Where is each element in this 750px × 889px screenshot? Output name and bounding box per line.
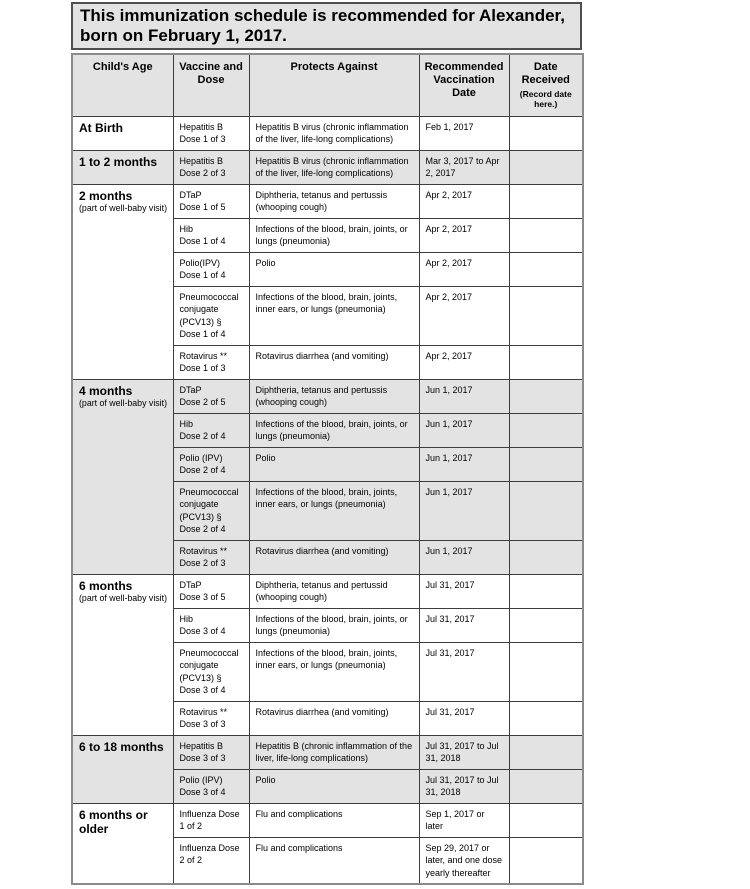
recommended-date-cell: Jul 31, 2017 [419,642,509,701]
schedule-row [72,379,583,413]
age-label: 2 months [79,188,133,203]
vaccine-dose: Dose 2 of 3 [179,168,226,178]
vaccine-name: Rotavirus ** [179,706,228,717]
protects-against-cell: Infections of the blood, brain, joints, or lungs (pneumonia) [249,218,419,252]
protects-against-cell: Polio [249,769,419,803]
protects-against-cell: Polio [249,447,419,481]
date-received-cell[interactable] [509,218,583,252]
schedule-row [72,184,583,218]
schedule-row [72,803,583,837]
vaccine-dose: Dose 1 of 4 [179,236,226,246]
age-note: (part of well-baby visit) [79,397,167,408]
vaccine-name: Pneumococcal conjugate (PCV13) § [179,486,239,522]
date-received-cell[interactable] [509,379,583,413]
vaccine-name: DTaP [179,384,202,395]
vaccine-dose: Dose 1 of 4 [179,329,226,339]
protects-against-cell: Diphtheria, tetanus and pertussid (whooping cough) [249,574,419,608]
protects-against-cell: Hepatitis B virus (chronic inflammation of the liver, life-long complications) [249,150,419,184]
protects-against-cell: Infections of the blood, brain, joints, or lungs (pneumonia) [249,608,419,642]
age-cell [72,184,173,379]
vaccine-name: Hib [179,223,194,234]
schedule-row [72,574,583,608]
recommended-date-cell: Apr 2, 2017 [419,184,509,218]
vaccine-name: DTaP [179,189,202,200]
protects-against-cell: Flu and complications [249,803,419,837]
age-label: 1 to 2 months [79,154,158,169]
vaccine-dose-cell [173,116,249,150]
vaccine-dose-cell [173,837,249,884]
vaccine-name: Influenza Dose 1 of 2 [179,808,240,831]
recommended-date-cell: Apr 2, 2017 [419,345,509,379]
vaccine-dose: Dose 3 of 3 [179,753,226,763]
date-received-cell[interactable] [509,286,583,345]
col-header-protects-against: Protects Against [249,54,419,116]
date-received-cell[interactable] [509,481,583,540]
vaccine-dose-cell [173,481,249,540]
date-received-cell[interactable] [509,540,583,574]
vaccine-dose-cell [173,735,249,769]
recommended-date-cell: Jun 1, 2017 [419,481,509,540]
vaccine-name: Pneumococcal conjugate (PCV13) § [179,291,239,327]
vaccine-name: Rotavirus ** [179,545,228,556]
date-received-cell[interactable] [509,642,583,701]
protects-against-cell: Infections of the blood, brain, joints, inner ears, or lungs (pneumonia) [249,286,419,345]
vaccine-dose: Dose 1 of 3 [179,363,226,373]
age-label: 6 to 18 months [79,739,164,754]
recommended-date-cell: Sep 1, 2017 or later [419,803,509,837]
immunization-schedule-table [71,53,584,885]
date-received-cell[interactable] [509,608,583,642]
recommended-date-cell: Feb 1, 2017 [419,116,509,150]
vaccine-dose-cell [173,345,249,379]
vaccine-name: Hib [179,418,194,429]
vaccine-dose: Dose 3 of 3 [179,719,226,729]
protects-against-cell: Hepatitis B virus (chronic inflammation of the liver, life-long complications) [249,116,419,150]
vaccine-name: Hib [179,613,194,624]
date-received-label: Date Received [521,61,570,86]
age-note: (part of well-baby visit) [79,592,167,603]
vaccine-dose: Dose 2 of 3 [179,558,226,568]
vaccine-dose: Dose 2 of 4 [179,431,226,441]
vaccine-dose: Dose 3 of 4 [179,685,226,695]
protects-against-cell: Diphtheria, tetanus and pertussis (whooping cough) [249,379,419,413]
vaccine-name: Hepatitis B [179,155,224,166]
vaccine-dose-cell [173,218,249,252]
date-received-cell[interactable] [509,116,583,150]
vaccine-dose-cell [173,769,249,803]
recommended-date-cell: Jul 31, 2017 to Jul 31, 2018 [419,769,509,803]
date-received-cell[interactable] [509,735,583,769]
age-label: 6 months [79,578,133,593]
immunization-schedule-page [71,2,582,885]
age-cell [72,116,173,150]
age-cell [72,735,173,803]
vaccine-dose-cell [173,379,249,413]
protects-against-cell: Polio [249,252,419,286]
age-label: At Birth [79,120,123,135]
schedule-row [72,116,583,150]
age-label: 4 months [79,383,133,398]
vaccine-dose-cell [173,642,249,701]
date-received-cell[interactable] [509,345,583,379]
vaccine-dose-cell [173,413,249,447]
vaccine-name: Polio (IPV) [179,452,223,463]
recommended-date-cell: Jul 31, 2017 to Jul 31, 2018 [419,735,509,769]
recommended-date-cell: Jun 1, 2017 [419,447,509,481]
vaccine-name: Polio (IPV) [179,774,223,785]
vaccine-dose-cell [173,803,249,837]
age-note: (part of well-baby visit) [79,202,167,213]
vaccine-name: Polio(IPV) [179,257,221,268]
protects-against-cell: Diphtheria, tetanus and pertussis (whooping cough) [249,184,419,218]
age-label: 6 months or older [79,807,148,836]
protects-against-cell: Infections of the blood, brain, joints, inner ears, or lungs (pneumonia) [249,481,419,540]
vaccine-dose: Dose 2 of 4 [179,465,226,475]
schedule-row [72,150,583,184]
protects-against-cell: Infections of the blood, brain, joints, or lungs (pneumonia) [249,413,419,447]
date-received-cell[interactable] [509,413,583,447]
page-title: This immunization schedule is recommended for Alexander, born on February 1, 2017. [71,2,582,50]
recommended-date-cell: Apr 2, 2017 [419,252,509,286]
recommended-date-cell: Jun 1, 2017 [419,413,509,447]
protects-against-cell: Hepatitis B (chronic inflammation of the liver, life-long complications) [249,735,419,769]
schedule-table-body [72,116,583,884]
date-received-cell[interactable] [509,184,583,218]
vaccine-name: Pneumococcal conjugate (PCV13) § [179,647,239,683]
vaccine-name: DTaP [179,579,202,590]
vaccine-dose: Dose 3 of 5 [179,592,226,602]
date-received-cell[interactable] [509,701,583,735]
schedule-row [72,735,583,769]
vaccine-dose-cell [173,701,249,735]
col-header-recommended-vaccination-date: Recommended Vaccination Date [419,54,509,116]
recommended-date-cell: Jul 31, 2017 [419,701,509,735]
vaccine-name: Hepatitis B [179,740,224,751]
vaccine-name: Rotavirus ** [179,350,228,361]
vaccine-dose: Dose 3 of 4 [179,787,226,797]
vaccine-dose-cell [173,608,249,642]
vaccine-dose-cell [173,184,249,218]
vaccine-dose-cell [173,252,249,286]
vaccine-name: Hepatitis B [179,121,224,132]
vaccine-dose-cell [173,574,249,608]
col-header-childs-age: Child's Age [72,54,173,116]
protects-against-cell: Infections of the blood, brain, joints, inner ears, or lungs (pneumonia) [249,642,419,701]
date-received-cell[interactable] [509,252,583,286]
col-header-date-received [509,54,583,116]
date-received-cell[interactable] [509,837,583,884]
protects-against-cell: Flu and complications [249,837,419,884]
vaccine-dose-cell [173,150,249,184]
protects-against-cell: Rotavirus diarrhea (and vomiting) [249,345,419,379]
recommended-date-cell: Apr 2, 2017 [419,286,509,345]
date-received-cell[interactable] [509,574,583,608]
vaccine-dose: Dose 1 of 3 [179,134,226,144]
protects-against-cell: Rotavirus diarrhea (and vomiting) [249,540,419,574]
recommended-date-cell: Apr 2, 2017 [419,218,509,252]
date-received-cell[interactable] [509,769,583,803]
recommended-date-cell: Jun 1, 2017 [419,540,509,574]
vaccine-dose: Dose 3 of 4 [179,626,226,636]
vaccine-name: Influenza Dose 2 of 2 [179,842,240,865]
date-received-cell[interactable] [509,150,583,184]
vaccine-dose-cell [173,447,249,481]
recommended-date-cell: Sep 29, 2017 or later, and one dose yearly thereafter [419,837,509,884]
vaccine-dose: Dose 1 of 5 [179,202,226,212]
date-received-cell[interactable] [509,803,583,837]
age-cell [72,379,173,574]
recommended-date-cell: Jun 1, 2017 [419,379,509,413]
vaccine-dose: Dose 1 of 4 [179,270,226,280]
protects-against-cell: Rotavirus diarrhea (and vomiting) [249,701,419,735]
age-cell [72,574,173,735]
date-received-cell[interactable] [509,447,583,481]
vaccine-dose-cell [173,286,249,345]
col-header-vaccine-and-dose: Vaccine and Dose [173,54,249,116]
vaccine-dose: Dose 2 of 5 [179,397,226,407]
age-cell [72,803,173,884]
record-date-here-note: (Record date here.) [519,89,572,109]
vaccine-dose: Dose 2 of 4 [179,524,226,534]
table-header-row [72,54,583,116]
vaccine-dose-cell [173,540,249,574]
recommended-date-cell: Mar 3, 2017 to Apr 2, 2017 [419,150,509,184]
age-cell [72,150,173,184]
recommended-date-cell: Jul 31, 2017 [419,608,509,642]
recommended-date-cell: Jul 31, 2017 [419,574,509,608]
